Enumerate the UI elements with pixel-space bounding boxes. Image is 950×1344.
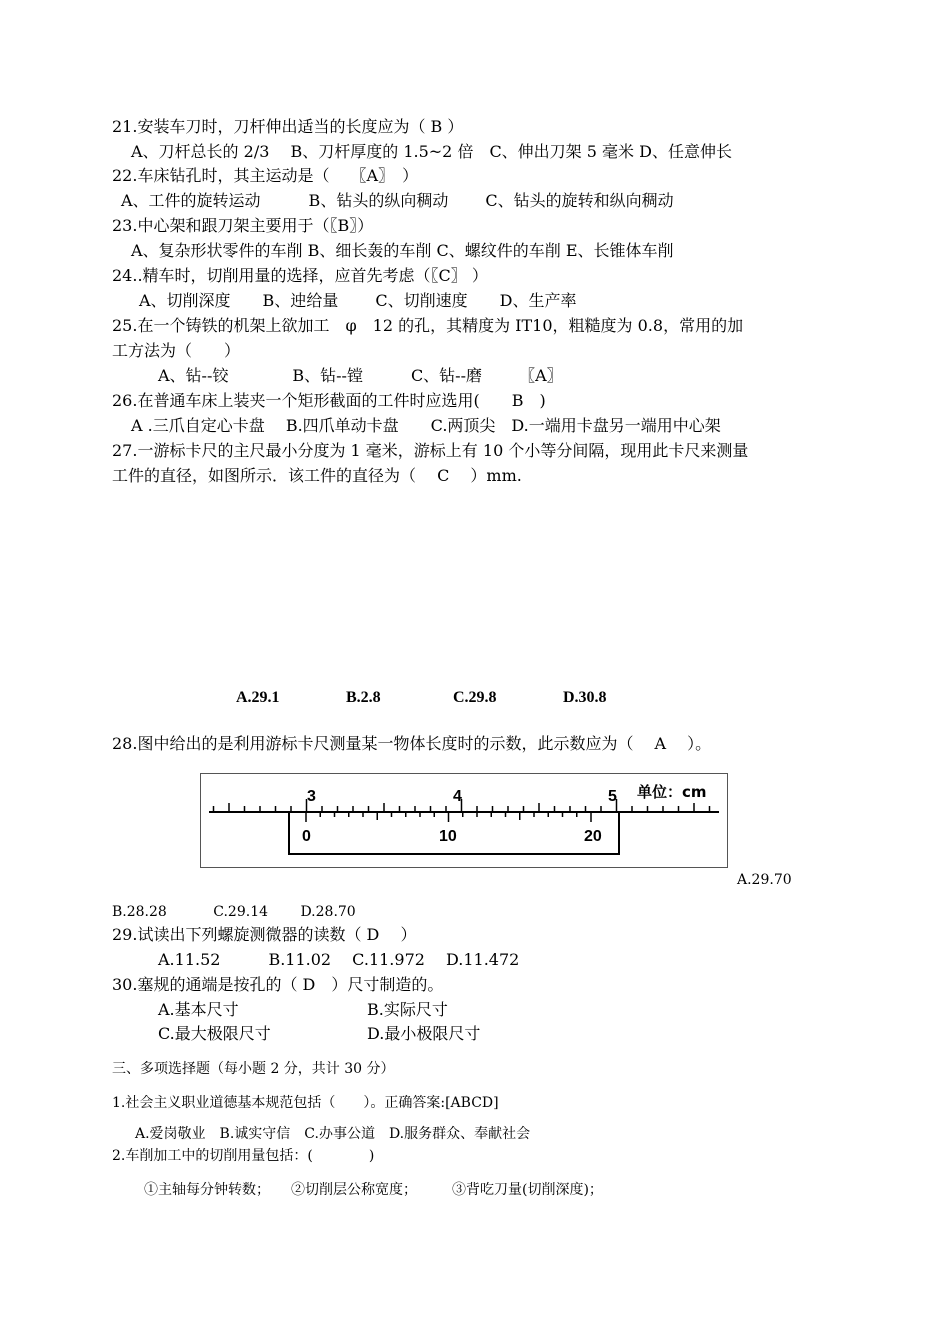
q22-options: A、工件的旋转运动 B、钻头的纵向稠动 C、钻头的旋转和纵向稠动 bbox=[121, 191, 674, 210]
vernier-caliper-drawing bbox=[201, 774, 727, 867]
vernier-label-20: 20 bbox=[584, 828, 602, 845]
main-label-5: 5 bbox=[608, 788, 617, 805]
q21-stem: 21.安装车刀时，刀杆伸出适当的长度应为（ B ） bbox=[112, 117, 464, 136]
q27-stem-line1: 27.一游标卡尺的主尺最小分度为 1 毫米，游标上有 10 个小等分间隔，现用此卡尺来测量 bbox=[112, 441, 749, 460]
q30-option-b: B.实际尺寸 bbox=[367, 1000, 448, 1019]
m1-stem: 1.社会主义职业道德基本规范包括（ ）。正确答案:[ABCD] bbox=[112, 1095, 499, 1111]
q27-option-b: B.2.8 bbox=[346, 689, 381, 706]
main-label-3: 3 bbox=[307, 788, 316, 805]
q23-stem: 23.中心架和跟刀架主要用于（〖B〗） bbox=[112, 216, 374, 235]
q30-option-d: D.最小极限尺寸 bbox=[367, 1024, 481, 1043]
m2-stem: 2.车削加工中的切削用量包括：( ) bbox=[112, 1148, 375, 1164]
q27-stem-line2: 工件的直径，如图所示．该工件的直径为（ C ）mm. bbox=[112, 466, 522, 485]
q28-options-bcd: B.28.28 C.29.14 D.28.70 bbox=[112, 904, 356, 920]
q23-options: A、复杂形状零件的车削 B、细长轰的车削 C、螺纹件的车削 E、长锥体车削 bbox=[131, 241, 674, 260]
main-label-4: 4 bbox=[453, 788, 462, 805]
q21-options: A、刀杆总长的 2/3 B、刀杆厚度的 1.5~2 倍 C、伸出刀架 5 毫米 D、任意伸长 bbox=[131, 142, 732, 161]
q24-options: A、切削深度 B、迚给量 C、切削速度 D、生产率 bbox=[139, 291, 577, 310]
q28-option-a: A.29.70 bbox=[737, 872, 792, 888]
section3-heading: 三、多项选择题（每小题 2 分，共计 30 分） bbox=[112, 1061, 395, 1077]
q30-option-c: C.最大极限尺寸 bbox=[158, 1024, 271, 1043]
vernier-label-10: 10 bbox=[439, 828, 457, 845]
q30-stem: 30.塞规的通端是按孔的（ D ）尺寸制造的。 bbox=[112, 975, 444, 994]
q28-stem: 28.图中给出的是利用游标卡尺测量某一物体长度时的示数，此示数应为（ A ）。 bbox=[112, 734, 712, 753]
q27-option-d: D.30.8 bbox=[563, 689, 607, 706]
q30-option-a: A.基本尺寸 bbox=[158, 1000, 239, 1019]
q25-stem-line1: 25.在一个铸铁的机架上欲加工 φ 12 的孔，其精度为 IT10，粗糙度为 0.8，常用的加 bbox=[112, 316, 744, 335]
m2-options: ①主轴每分钟转数； ②切削层公称宽度； ③背吃刀量(切削深度)； bbox=[144, 1182, 603, 1198]
q24-stem: 24..精车时，切削用量的选择，应首先考虑（〖C〗 ） bbox=[112, 266, 488, 285]
q26-stem: 26.在普通车床上装夹一个矩形截面的工件时应选用( B ) bbox=[112, 391, 546, 410]
vernier-label-0: 0 bbox=[302, 828, 311, 845]
q26-options: A .三爪自定心卡盘 B.四爪单动卡盘 C.两顶尖 D.一端用卡盘另一端用中心架 bbox=[131, 416, 721, 435]
q25-stem-line2: 工方法为（ ） bbox=[112, 341, 241, 360]
vernier-caliper-figure bbox=[200, 773, 728, 868]
q22-stem: 22.车床钻孔时，其主运动是（ 〖A〗 ） bbox=[112, 166, 419, 185]
q27-option-a: A.29.1 bbox=[236, 689, 280, 706]
q27-option-c: C.29.8 bbox=[453, 689, 497, 706]
unit-label: 单位：cm bbox=[637, 783, 707, 801]
q29-stem: 29.试读出下列螺旋测微器的读数（ D ） bbox=[112, 925, 417, 944]
q25-options: A、钻--铰 B、钻--镗 C、钻--磨 〖A〗 bbox=[158, 366, 563, 385]
vernier-scale-ticks bbox=[306, 812, 591, 822]
m1-options: A.爱岗敬业 B.诚实守信 C.办事公道 D.服务群众、奉献社会 bbox=[135, 1126, 531, 1142]
q29-options: A.11.52 B.11.02 C.11.972 D.11.472 bbox=[158, 950, 520, 969]
